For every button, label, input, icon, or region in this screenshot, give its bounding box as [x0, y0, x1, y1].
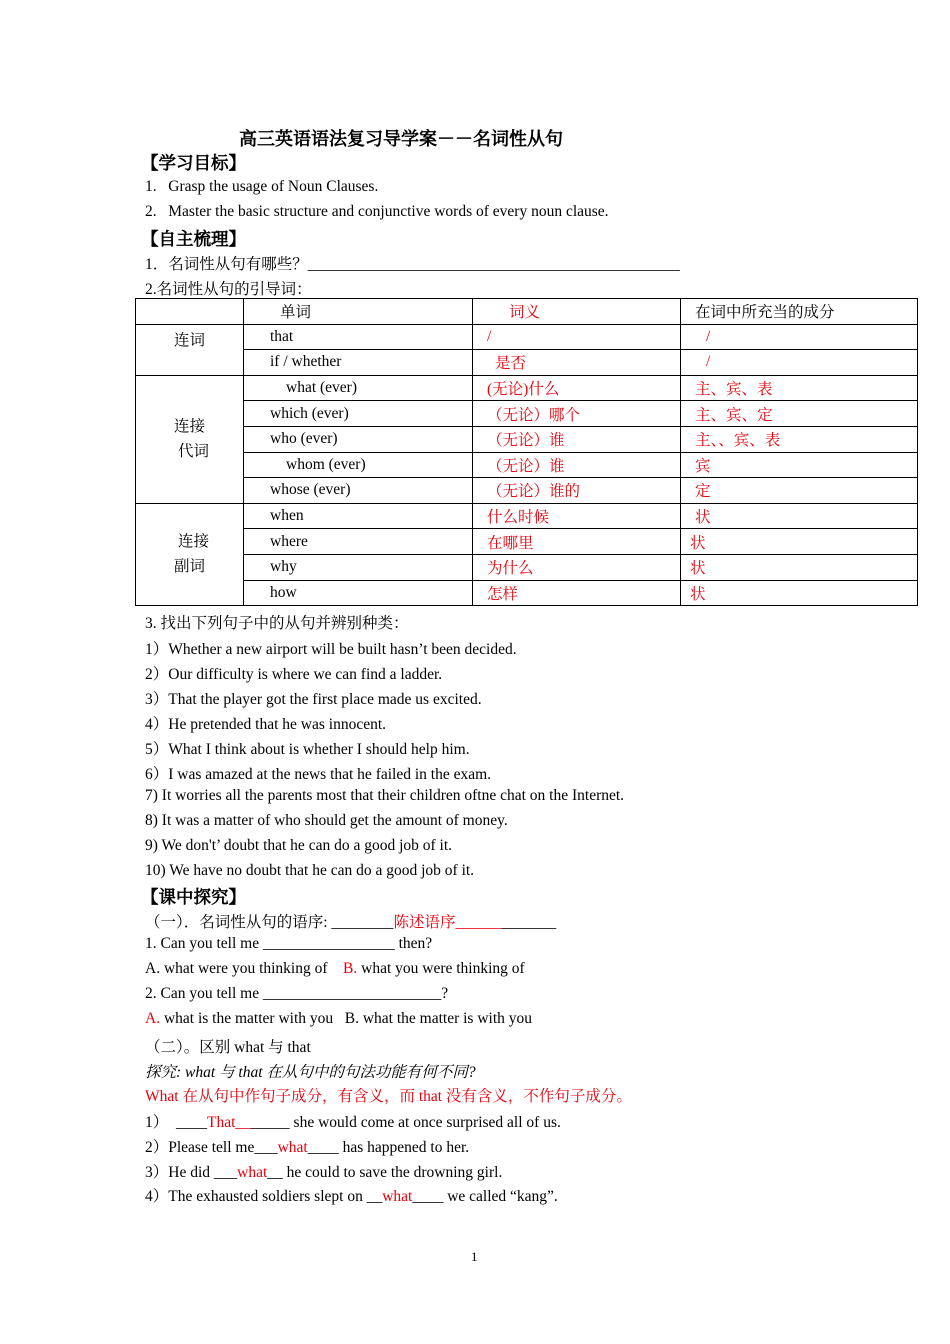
- part-1-blank-red: ______: [455, 914, 502, 931]
- part-2-heading: （二）。区别 what 与 that: [145, 1039, 311, 1056]
- table-cell-role: 主、、宾、表: [681, 426, 918, 452]
- table-cell-role: 状: [681, 554, 918, 580]
- fill-blank-red: __: [235, 1114, 251, 1131]
- sentence-item: 5）What I think about is whether I should help him.: [145, 741, 470, 758]
- section-heading-review: 【自主梳理】: [141, 229, 246, 249]
- table-cell-word: what (ever): [244, 375, 473, 401]
- fill-suffix: __ he could to save the drowning girl.: [267, 1164, 503, 1181]
- fill-answer: what: [382, 1188, 413, 1205]
- exercise-1-question: 1. Can you tell me _________________ then?: [145, 935, 433, 952]
- table-cell-meaning: 在哪里: [473, 529, 681, 555]
- page-title: 高三英语语法复习导学案－－名词性从句: [239, 129, 563, 149]
- table-row: [136, 401, 918, 427]
- table-cell-word: when: [244, 503, 473, 529]
- sentence-item: 8) It was a matter of who should get the amount of money.: [145, 812, 508, 829]
- sentence-item: 10) We have no doubt that he can do a good job of it.: [145, 862, 475, 879]
- sentence-item: 1）Whether a new airport will be built hasn’t been decided.: [145, 641, 517, 658]
- table-header-cell: 词义: [473, 299, 681, 325]
- page-number: 1: [471, 1249, 478, 1264]
- table-cell-role: 状: [681, 503, 918, 529]
- table-cell-role: 主、宾、定: [681, 401, 918, 427]
- option-b: what you were thinking of: [357, 960, 525, 977]
- table-cell-meaning: 什么时候: [473, 503, 681, 529]
- table-row: [136, 554, 918, 580]
- section-heading-goals: 【学习目标】: [141, 153, 246, 173]
- table-row: [136, 503, 918, 529]
- fill-item: [145, 1160, 502, 1182]
- table-cell-meaning: （无论）谁: [473, 452, 681, 478]
- goal-item: 2. Master the basic structure and conjunctive words of every noun clause.: [145, 203, 609, 220]
- part-1-heading: [145, 910, 556, 932]
- fill-prefix: 4）The exhausted soldiers slept on __: [145, 1188, 383, 1205]
- table-cell-meaning: (无论)什么: [473, 375, 681, 401]
- option-a-letter: A.: [145, 1010, 161, 1027]
- table-cell-role: 状: [681, 580, 918, 606]
- fill-prefix: 2）Please tell me___: [145, 1139, 278, 1156]
- table-cell-meaning: 怎样: [473, 580, 681, 606]
- group-label-conjunction: 连词: [136, 324, 244, 375]
- fill-answer: what: [277, 1139, 308, 1156]
- question-1: 1．名词性从句有哪些？________________________________________________: [145, 256, 680, 273]
- option-b-letter: B.: [343, 960, 358, 977]
- group-label-line: 连接: [173, 418, 205, 436]
- fill-suffix: ____ we called “kang”.: [412, 1188, 558, 1205]
- table-cell-word: why: [244, 554, 473, 580]
- table-cell-role: /: [681, 350, 918, 376]
- fill-item: [145, 1135, 469, 1157]
- exercise-2-options: [145, 1010, 532, 1028]
- option-a: A. what were you thinking of: [145, 960, 344, 977]
- fill-answer: That: [207, 1114, 236, 1131]
- exercise-2-question: 2. Can you tell me _______________________?: [145, 985, 449, 1002]
- table-row: [136, 478, 918, 504]
- part-1-blank: _______: [501, 914, 557, 931]
- table-cell-meaning: /: [473, 324, 681, 350]
- table-cell-role: 状: [681, 529, 918, 555]
- explore-answer: What 在从句中作句子成分，有含义，而 that 没有含义，不作句子成分。: [145, 1088, 632, 1105]
- question-2: 2.名词性从句的引导词：: [145, 281, 312, 298]
- fill-item: [145, 1184, 558, 1206]
- table-header-cell: 在词中所充当的成分: [681, 299, 918, 325]
- group-label-adverb: [136, 503, 244, 605]
- table-cell-word: which (ever): [244, 401, 473, 427]
- table-cell-meaning: （无论）哪个: [473, 401, 681, 427]
- table-cell-role: /: [681, 324, 918, 350]
- table-cell-word: that: [244, 324, 473, 350]
- group-label-line: 代词: [177, 443, 209, 461]
- table-header-row: [136, 299, 918, 325]
- table-cell-word: whose (ever): [244, 478, 473, 504]
- sentence-item: 6）I was amazed at the news that he failed in the exam.: [145, 766, 492, 783]
- option-text: what is the matter with you B. what the matter is with you: [160, 1010, 533, 1027]
- fill-answer: what: [237, 1164, 268, 1181]
- group-label-line: 连接: [177, 533, 209, 551]
- goal-item: 1. Grasp the usage of Noun Clauses.: [145, 178, 379, 195]
- table-row: [136, 452, 918, 478]
- part-1-prefix: （一）．名词性从句的语序: ________: [145, 914, 394, 931]
- fill-prefix: 3）He did ___: [145, 1164, 238, 1181]
- question-3: 3. 找出下列句子中的从句并辨别种类：: [145, 615, 409, 632]
- sentence-item: 7) It worries all the parents most that their children oftne chat on the Internet.: [145, 787, 625, 804]
- table-cell-word: who (ever): [244, 426, 473, 452]
- table-cell-word: whom (ever): [244, 452, 473, 478]
- conjunction-table: [135, 298, 918, 606]
- table-cell-word: if / whether: [244, 350, 473, 376]
- table-header-cell: 单词: [244, 299, 473, 325]
- table-cell-meaning: 为什么: [473, 554, 681, 580]
- exercise-1-options: [145, 960, 525, 978]
- table-row: [136, 426, 918, 452]
- table-cell-word: how: [244, 580, 473, 606]
- table-row: [136, 324, 918, 350]
- fill-item: [145, 1110, 561, 1132]
- sentence-item: 4）He pretended that he was innocent.: [145, 716, 387, 733]
- table-row: [136, 350, 918, 376]
- fill-prefix: 1） ____: [145, 1114, 208, 1131]
- fill-suffix: _____ she would come at once surprised all of us.: [250, 1114, 561, 1131]
- sentence-item: 3）That the player got the first place made us excited.: [145, 691, 482, 708]
- table-cell-role: 主、宾、表: [681, 375, 918, 401]
- section-heading-explore: 【课中探究】: [141, 887, 246, 907]
- table-cell-meaning: （无论）谁的: [473, 478, 681, 504]
- table-cell-role: 宾: [681, 452, 918, 478]
- table-cell-meaning: 是否: [473, 350, 681, 376]
- group-label-pronoun: [136, 375, 244, 503]
- table-row: [136, 580, 918, 606]
- sentence-item: 2）Our difficulty is where we can find a ladder.: [145, 666, 443, 683]
- group-label-line: 副词: [173, 558, 205, 576]
- fill-suffix: ____ has happened to her.: [307, 1139, 470, 1156]
- table-cell-meaning: （无论）谁: [473, 426, 681, 452]
- table-cell-role: 定: [681, 478, 918, 504]
- part-1-answer: 陈述语序: [393, 914, 456, 931]
- sentence-item: 9) We don't’ doubt that he can do a good job of it.: [145, 837, 453, 854]
- explore-question: 探究: what 与 that 在从句中的句法功能有何不同?: [145, 1064, 476, 1081]
- table-row: [136, 529, 918, 555]
- table-cell-word: where: [244, 529, 473, 555]
- table-corner-cell: [136, 299, 244, 325]
- table-row: [136, 375, 918, 401]
